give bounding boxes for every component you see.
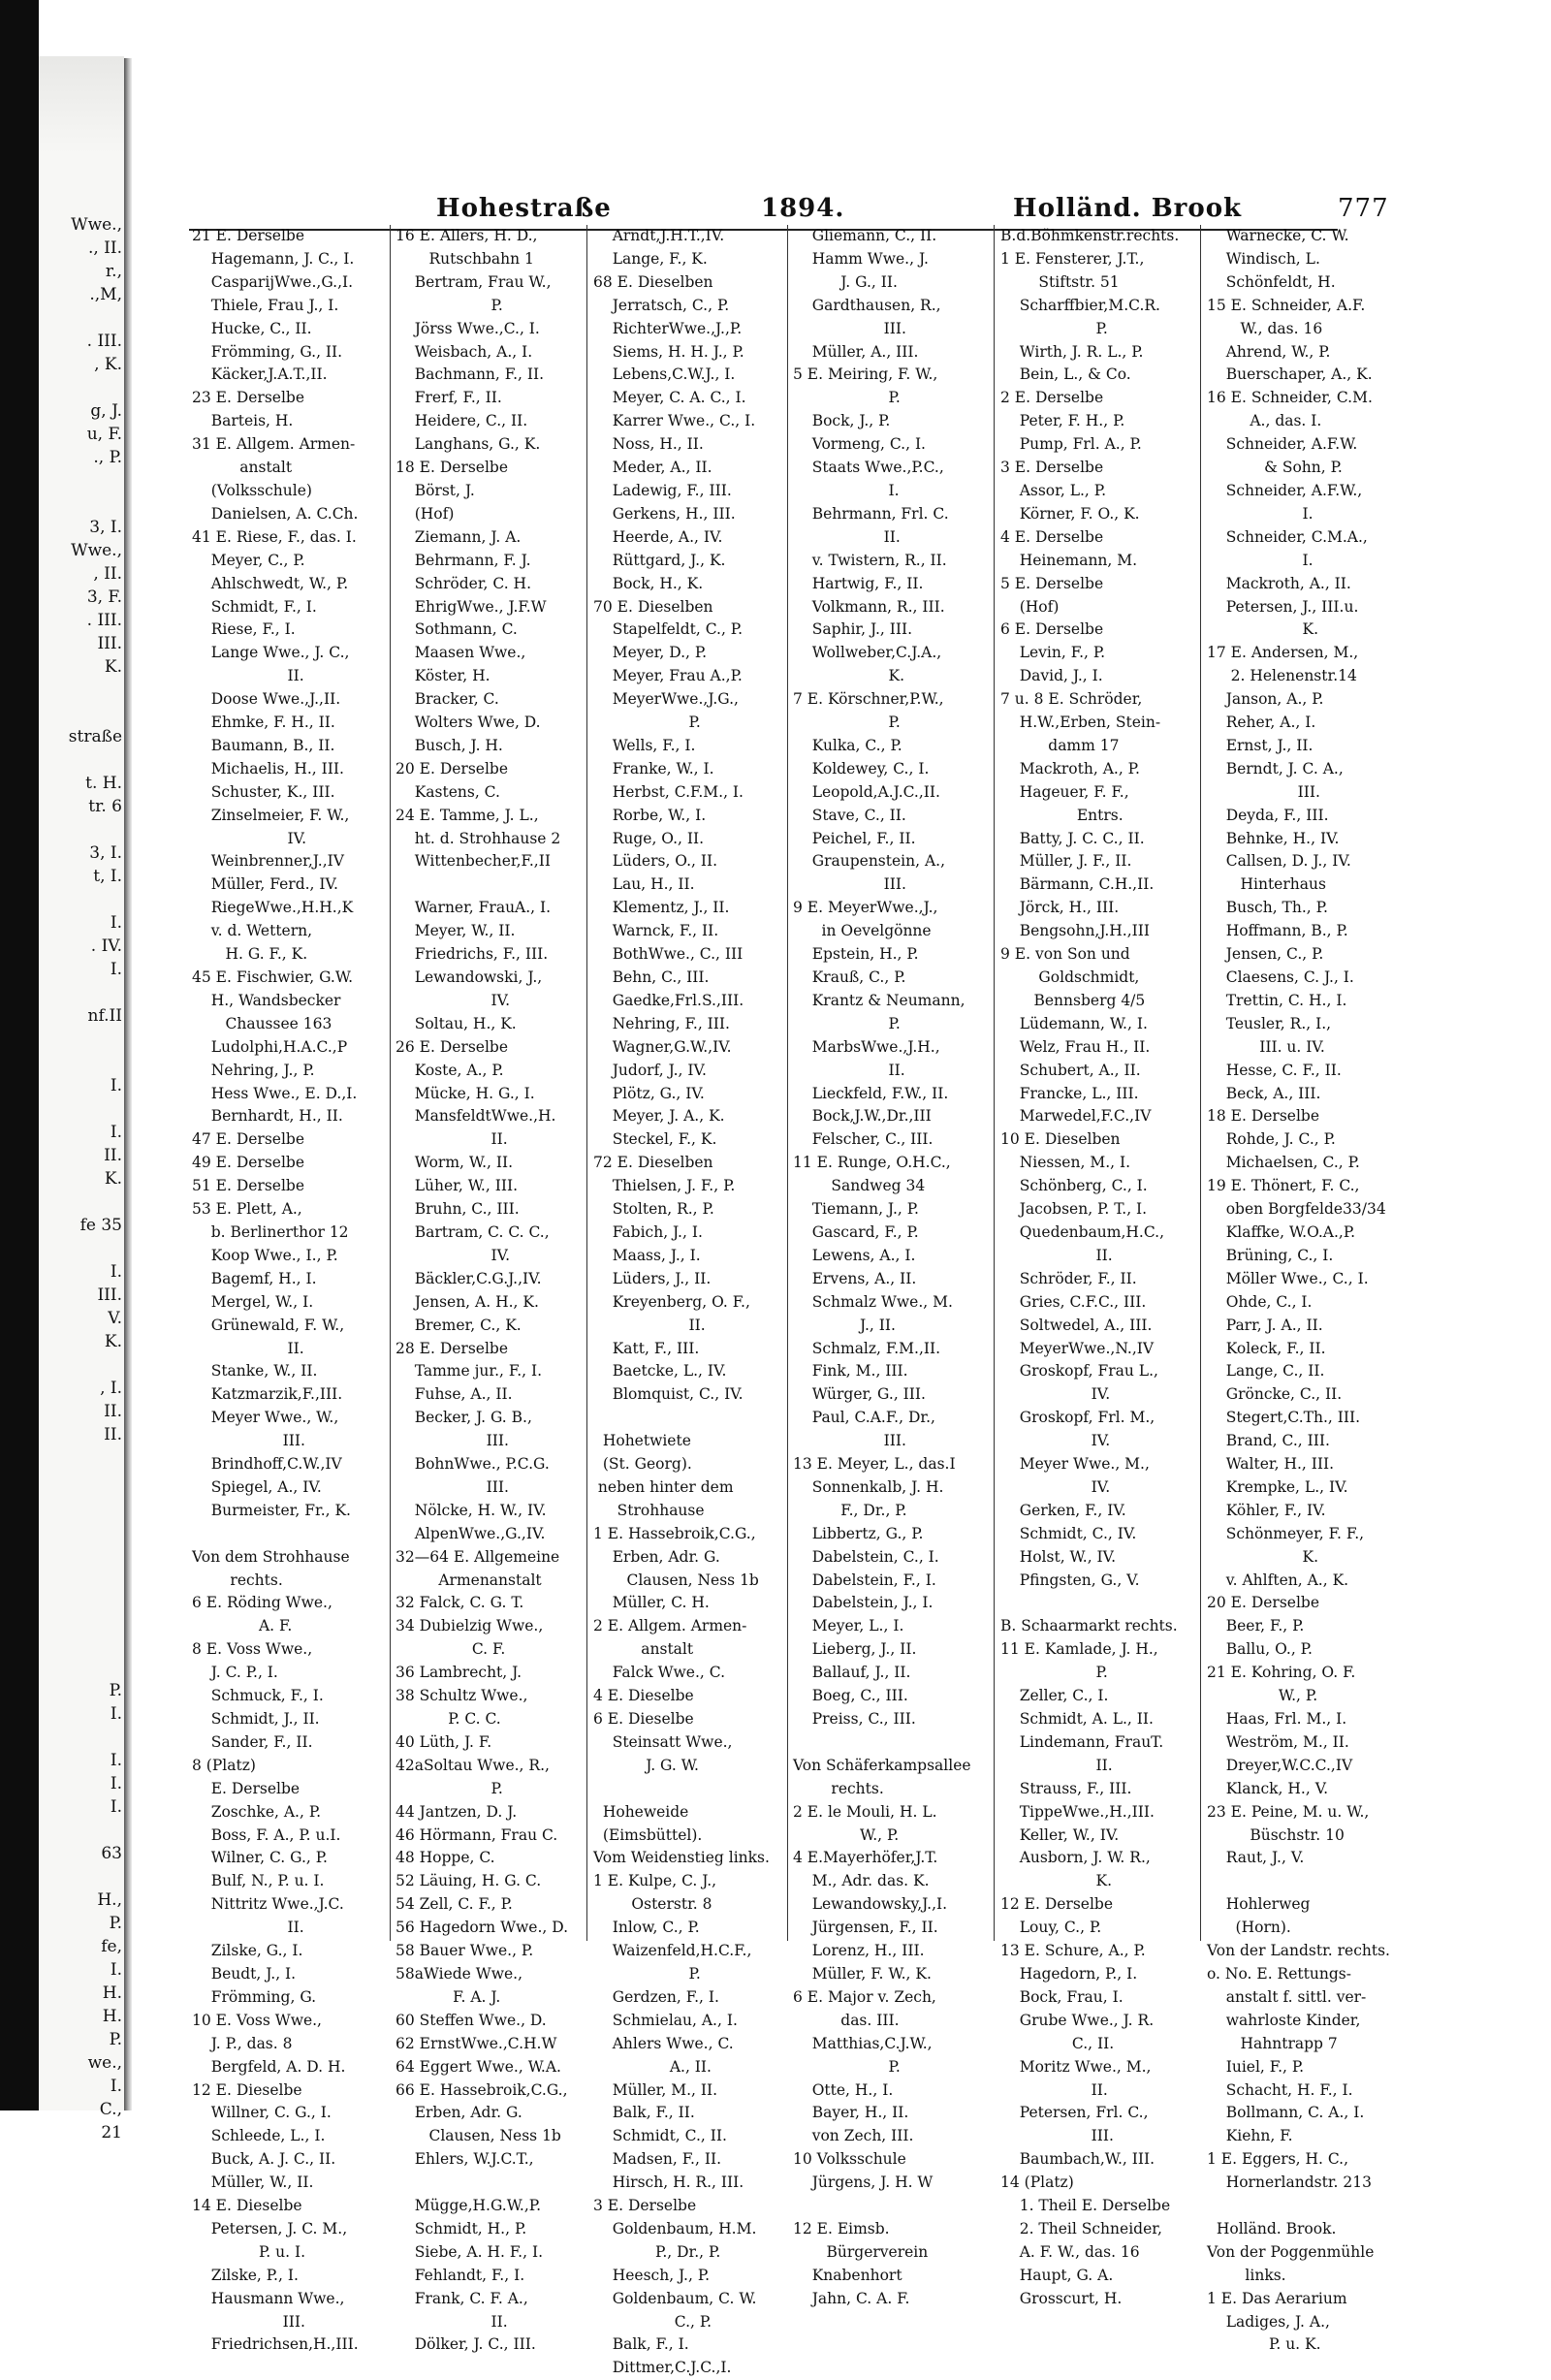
directory-column-3: Arndt,J.H.T.,IV. Lange, F., K. 68 E. Dieselben Jerratsch, C., P. RichterWwe.,J.,P. Siems, H. H. J., P. Lebens,C.W.J., I. Meyer, C. A. C., I. Karrer Wwe., C., I. Noss, H., II. Meder, A., II. Ladewig, F., III. Gerkens, H., III. Heerde, A., IV. Rüttgard, J., K. Bock, H., K. 70 E. Dieselben Stapelfeldt, C., P. Meyer, D., P. Meyer, Frau A.,P. MeyerWwe.,J.G., P. Wells, F., I. Franke, W., I. Herbst, C.F.M., I. Rorbe, W., I. Ruge, O., II. Lüders, O., II. Lau, H., II. Klementz, J., II. Warnck, F., II. BothWwe., C., III Behn, C., III. Gaedke,Frl.S.,III. Nehring, F., III. Wagner,G.W.,IV. Judorf, J., IV. Plötz, G., IV. Meyer, J. A., K. Steckel, F., K. 72 E. Dieselben Thielsen, J. F., P. Stolten, R., P. Fabich, J., I. Maass, J., I. Lüders, J., II. Kreyenberg, O. F., II. Katt, F., III. Baetcke, L., IV. Blomquist, C., IV. Hohetwiete (St. Georg). neben hinter dem Strohhause 1 E. Hassebroik,C.G., Erben, Adr. G. Clausen, Ness 1b Müller, C. H. 2 E. Allgem. Armen- anstalt Falck Wwe., C. 4 E. Dieselbe 6 E. Dieselbe Steinsatt Wwe., J. G. W. Hoheweide (Eimsbüttel). Vom Weidenstieg links. 1 E. Kulpe, C. J., Osterstr. 8 Inlow, C., P. Waizenfeld,H.C.F., P. Gerdzen, F., I. Schmielau, A., I. Ahlers Wwe., C. A., II. Müller, M., II. Balk, F., II. Schmidt, C., II. Madsen, F., II. Hirsch, H. R., III. 3 E. Derselbe Goldenbaum, H.M. P., Dr., P. Heesch, J., P. Goldenbaum, C. W. C., P. Balk, F., I. Dittmer,C.J.C.,I.: [593, 227, 770, 2377]
directory-column-2: 16 E. Allers, H. D., Rutschbahn 1 Bertram, Frau W., P. Jörss Wwe.,C., I. Weisbach, A., I. Bachmann, F., II. Frerf, F., II. Heidere, C., II. Langhans, G., K. 18 E. Derselbe Börst, J. (Hof) Ziemann, J. A. Behrmann, F. J. Schröder, C. H. EhrigWwe., J.F.W Sothmann, C. Maasen Wwe., Köster, H. Bracker, C. Wolters Wwe, D. Busch, J. H. 20 E. Derselbe Kastens, C. 24 E. Tamme, J. L., ht. d. Strohhause 2 Wittenbecher,F.,II Warner, FrauA., I. Meyer, W., II. Friedrichs, F., III. Lewandowski, J., IV. Soltau, H., K. 26 E. Derselbe Koste, A., P. Mücke, H. G., I. MansfeldtWwe.,H. II. Worm, W., II. Lüher, W., III. Bruhn, C., III. Bartram, C. C. C., IV. Bäckler,C.G.J.,IV. Jensen, A. H., K. Bremer, C., K. 28 E. Derselbe Tamme jur., F., I. Fuhse, A., II. Becker, J. G. B., III. BohnWwe., P.C.G. III. Nölcke, H. W., IV. AlpenWwe.,G.,IV. 32—64 E. Allgemeine Armenanstalt 32 Falck, C. G. T. 34 Dubielzig Wwe., C. F. 36 Lambrecht, J. 38 Schultz Wwe., P. C. C. 40 Lüth, J. F. 42aSoltau Wwe., R., P. 44 Jantzen, D. J. 46 Hörmann, Frau C. 48 Hoppe, C. 52 Läuing, H. G. C. 54 Zell, C. F., P. 56 Hagedorn Wwe., D. 58 Bauer Wwe., P. 58aWiede Wwe., F. A. J. 60 Steffen Wwe., D. 62 ErnstWwe.,C.H.W 64 Eggert Wwe., W.A. 66 E. Hassebroik,C.G., Erben, Adr. G. Clausen, Ness 1b Ehlers, W.J.C.T., Mügge,H.G.W.,P. Schmidt, H., P. Siebe, A. H. F., I. Fehlandt, F., I. Frank, C. F. A., II. Dölker, J. C., III.: [396, 227, 569, 2354]
column-divider: [1200, 225, 1201, 1941]
column-divider: [390, 225, 391, 1941]
page-number: 777: [1338, 194, 1389, 223]
directory-column-1: 21 E. Derselbe Hagemann, J. C., I. CasparijWwe.,G.,I. Thiele, Frau J., I. Hucke, C., II. Frömming, G., II. Käcker,J.A.T.,II. 23 E. Derselbe Barteis, H. 31 E. Allgem. Armen- anstalt (Volksschule) Danielsen, A. C.Ch. 41 E. Riese, F., das. I. Meyer, C., P. Ahlschwedt, W., P. Schmidt, F., I. Riese, F., I. Lange Wwe., J. C., II. Doose Wwe.,J.,II. Ehmke, F. H., II. Baumann, B., II. Michaelis, H., III. Schuster, K., III. Zinselmeier, F. W., IV. Weinbrenner,J.,IV Müller, Ferd., IV. RiegeWwe.,H.H.,K v. d. Wettern, H. G. F., K. 45 E. Fischwier, G.W. H., Wandsbecker Chaussee 163 Ludolphi,H.A.C.,P Nehring, J., P. Hess Wwe., E. D.,I. Bernhardt, H., II. 47 E. Derselbe 49 E. Derselbe 51 E. Derselbe 53 E. Plett, A., b. Berlinerthor 12 Koop Wwe., I., P. Bagemf, H., I. Mergel, W., I. Grünewald, F. W., II. Stanke, W., II. Katzmarzik,F.,III. Meyer Wwe., W., III. Brindhoff,C.W.,IV Spiegel, A., IV. Burmeister, Fr., K. Von dem Strohhause rechts. 6 E. Röding Wwe., A. F. 8 E. Voss Wwe., J. C. P., I. Schmuck, F., I. Schmidt, J., II. Sander, F., II. 8 (Platz) E. Derselbe Zoschke, A., P. Boss, F. A., P. u.I. Wilner, C. G., P. Bulf, N., P. u. I. Nittritz Wwe.,J.C. II. Zilske, G., I. Beudt, J., I. Frömming, G. 10 E. Voss Wwe., J. P., das. 8 Bergfeld, A. D. H. 12 E. Dieselbe Willner, C. G., I. Schleede, L., I. Buck, A. J. C., II. Müller, W., II. 14 E. Dieselbe Petersen, J. C. M., P. u. I. Zilske, P., I. Hausmann Wwe., III. Friedrichsen,H.,III.: [192, 227, 359, 2354]
directory-column-5: B.d.Böhmkenstr.rechts. 1 E. Fensterer, J.T., Stiftstr. 51 Scharffbier,M.C.R. P. Wirth, J. R. L., P. Bein, L., & Co. 2 E. Derselbe Peter, F. H., P. Pump, Frl. A., P. 3 E. Derselbe Assor, L., P. Körner, F. O., K. 4 E. Derselbe Heinemann, M. 5 E. Derselbe (Hof) 6 E. Derselbe Levin, F., P. David, J., I. 7 u. 8 E. Schröder, H.W.,Erben, Stein- damm 17 Mackroth, A., P. Hageuer, F. F., Entrs. Batty, J. C. C., II. Müller, J. F., II. Bärmann, C.H.,II. Jörck, H., III. Bengsohn,J.H.,III 9 E. von Son und Goldschmidt, Bennsberg 4/5 Lüdemann, W., I. Welz, Frau H., II. Schubert, A., II. Francke, L., III. Marwedel,F.C.,IV 10 E. Dieselben Niessen, M., I. Schönberg, C., I. Jacobsen, P. T., I. Quedenbaum,H.C., II. Schröder, F., II. Gries, C.F.C., III. Soltwedel, A., III. MeyerWwe.,N.,IV Groskopf, Frau L., IV. Groskopf, Frl. M., IV. Meyer Wwe., M., IV. Gerken, F., IV. Schmidt, C., IV. Holst, W., IV. Pfingsten, G., V. B. Schaarmarkt rechts. 11 E. Kamlade, J. H., P. Zeller, C., I. Schmidt, A. L., II. Lindemann, FrauT. II. Strauss, F., III. TippeWwe.,H.,III. Keller, W., IV. Ausborn, J. W. R., K. 12 E. Derselbe Louy, C., P. 13 E. Schure, A., P. Hagedorn, P., I. Bock, Frau, I. Grube Wwe., J. R. C., II. Moritz Wwe., M., II. Petersen, Frl. C., III. Baumbach,W., III. 14 (Platz) 1. Theil E. Derselbe 2. Theil Schneider, A. F. W., das. 16 Haupt, G. A. Grosscurt, H.: [1000, 227, 1180, 2307]
scan-top-margin: [39, 0, 1551, 56]
directory-column-4: Gliemann, C., II. Hamm Wwe., J. J. G., II. Gardthausen, R., III. Müller, A., III. 5 E. Meiring, F. W., P. Bock, J., P. Vormeng, C., I. Staats Wwe.,P.C., I. Behrmann, Frl. C. II. v. Twistern, R., II. Hartwig, F., II. Volkmann, R., III. Saphir, J., III. Wollweber,C.J.A., K. 7 E. Körschner,P.W., P. Kulka, C., P. Koldewey, C., I. Leopold,A.J.C.,II. Stave, C., II. Peichel, F., II. Graupenstein, A., III. 9 E. MeyerWwe.,J., in Oevelgönne Epstein, H., P. Krauß, C., P. Krantz & Neumann, P. MarbsWwe.,J.H., II. Lieckfeld, F.W., II. Bock,J.W.,Dr.,III Felscher, C., III. 11 E. Runge, O.H.C., Sandweg 34 Tiemann, J., P. Gascard, F., P. Lewens, A., I. Ervens, A., II. Schmalz Wwe., M. J., II. Schmalz, F.M.,II. Fink, M., III. Würger, G., III. Paul, C.A.F., Dr., III. 13 E. Meyer, L., das.I Sonnenkalb, J. H. F., Dr., P. Libbertz, G., P. Dabelstein, C., I. Dabelstein, F., I. Dabelstein, J., I. Meyer, L., I. Lieberg, J., II. Ballauf, J., II. Boeg, C., III. Preiss, C., III. Von Schäferkampsallee rechts. 2 E. le Mouli, H. L. W., P. 4 E.Mayerhöfer,J.T. M., Adr. das. K. Lewandowsky,J.,I. Jürgensen, F., II. Lorenz, H., III. Müller, F. W., K. 6 E. Major v. Zech, das. III. Matthias,C.J.W., P. Otte, H., I. Bayer, H., II. von Zech, III. 10 Volksschule Jürgens, J. H. W 12 E. Eimsb. Bürgerverein Knabenhort Jahn, C. A. F.: [793, 227, 971, 2307]
directory-column-6: Warnecke, C. W. Windisch, L. Schönfeldt, H. 15 E. Schneider, A.F. W., das. 16 Ahrend, W., P. Buerschaper, A., K. 16 E. Schneider, C.M. A., das. I. Schneider, A.F.W. & Sohn, P. Schneider, A.F.W., I. Schneider, C.M.A., I. Mackroth, A., II. Petersen, J., III.u. K. 17 E. Andersen, M., 2. Helenenstr.14 Janson, A., P. Reher, A., I. Ernst, J., II. Berndt, J. C. A., III. Deyda, F., III. Behnke, H., IV. Callsen, D. J., IV. Hinterhaus Busch, Th., P. Hoffmann, B., P. Jensen, C., P. Claesens, C. J., I. Trettin, C. H., I. Teusler, R., I., III. u. IV. Hesse, C. F., II. Beck, A., III. 18 E. Derselbe Rohde, J. C., P. Michaelsen, C., P. 19 E. Thönert, F. C., oben Borgfelde33/34 Klaffke, W.O.A.,P. Brüning, C., I. Möller Wwe., C., I. Ohde, C., I. Parr, J. A., II. Koleck, F., II. Lange, C., II. Gröncke, C., II. Stegert,C.Th., III. Brand, C., III. Walter, H., III. Krempke, L., IV. Köhler, F., IV. Schönmeyer, F. F., K. v. Ahlften, A., K. 20 E. Derselbe Beer, F., P. Ballu, O., P. 21 E. Kohring, O. F. W., P. Haas, Frl. M., I. Weström, M., II. Dreyer,W.C.C.,IV Klanck, H., V. 23 E. Peine, M. u. W., Büschstr. 10 Raut, J., V. Hohlerweg (Horn). Von der Landstr. rechts. o. No. E. Rettungs- anstalt f. sittl. ver- wahrloste Kinder, Hahntrapp 7 Iuiel, F., P. Schacht, H. F., I. Bollmann, C. A., I. Kiehn, F. 1 E. Eggers, H. C., Hornerlandstr. 213 Holländ. Brook. Von der Poggenmühle links. 1 E. Das Aerarium Ladiges, J. A., P. u. K.: [1207, 227, 1390, 2354]
column-divider: [787, 225, 788, 1941]
scan-dark-edge: [0, 0, 39, 2110]
header-street-right: Holländ. Brook: [1013, 194, 1243, 223]
header-street-left: Hohestraße: [436, 194, 612, 223]
header-year: 1894.: [761, 194, 845, 223]
left-page-shade: [39, 56, 124, 153]
book-gutter: [124, 58, 132, 2110]
left-page-text: Wwe., ., II. r., .,M, . III. , K. g, J. u, F. ., P. 3, I. Wwe., , II. 3, F. . III. III. K. straße t. H. tr. 6 3, I. t, I. I. . IV. I. nf.II I. I. II. K. fe 35 I. III. V. K. , I. II. II. P. I. I. I. I. 63 H., P. fe, I. H. H. P. we., I. C., 21: [68, 215, 122, 2142]
column-divider: [994, 225, 995, 1941]
